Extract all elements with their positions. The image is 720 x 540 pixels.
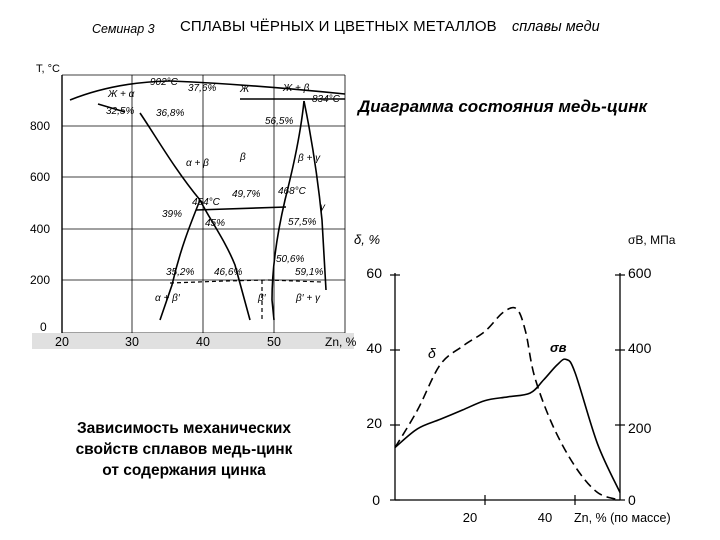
mech-right-tick: 0 xyxy=(628,492,636,508)
mech-right-axis-label: σB, МПа xyxy=(628,233,676,247)
label-alpha-beta: α + β xyxy=(186,158,209,169)
label-gamma: γ xyxy=(320,202,325,213)
sigma-series-line xyxy=(395,359,620,492)
label-betap-gamma: β′ + γ xyxy=(296,293,320,304)
label-376: 37,6% xyxy=(188,83,217,94)
label-454: 454°C xyxy=(192,197,220,208)
mech-x-tick: 40 xyxy=(537,510,553,525)
mech-x-tick: 20 xyxy=(462,510,478,525)
mechanical-caption-line: Зависимость механических xyxy=(76,420,292,437)
mech-left-tick: 0 xyxy=(372,492,380,508)
phase-y-tick: 200 xyxy=(30,273,51,287)
phase-x-tick: 50 xyxy=(267,335,281,349)
label-39: 39% xyxy=(162,209,183,220)
mechanical-caption-line: от содержания цинка xyxy=(102,462,266,479)
label-beta-gamma: β + γ xyxy=(298,153,321,164)
label-466: 46,6% xyxy=(214,267,243,278)
phase-y-tick: 0 xyxy=(40,320,47,334)
mech-left-tick: 20 xyxy=(366,415,382,431)
delta-series-line xyxy=(395,307,620,500)
phase-y-tick: 800 xyxy=(30,119,51,133)
label-zh-beta: Ж + β xyxy=(283,83,310,94)
label-45: 45% xyxy=(205,218,226,229)
phase-y-tick: 400 xyxy=(30,222,51,236)
mech-x-axis-label: Zn, % (по массе) xyxy=(574,511,671,525)
label-betap: β′ xyxy=(258,293,266,304)
mech-left-ticks xyxy=(366,265,382,508)
label-902: 902°C xyxy=(150,77,178,88)
delta-series-label: δ xyxy=(428,345,436,361)
seminar-label: Семинар 3 xyxy=(92,22,155,36)
label-506: 50,6% xyxy=(276,254,305,265)
label-591: 59,1% xyxy=(295,267,324,278)
phase-y-axis-label: T, °C xyxy=(36,63,60,75)
label-368: 36,8% xyxy=(156,108,185,119)
phase-diagram-caption: Диаграмма состояния медь-цинк xyxy=(358,97,648,116)
label-565: 56,5% xyxy=(265,116,294,127)
label-alpha-betap: α + β′ xyxy=(155,293,180,304)
slide-title: СПЛАВЫ ЧЁРНЫХ И ЦВЕТНЫХ МЕТАЛЛОВ xyxy=(180,18,497,35)
phase-x-tick: 20 xyxy=(55,335,69,349)
label-zh: Ж xyxy=(240,84,250,95)
sigma-series-label: σв xyxy=(550,340,567,355)
mech-right-ticks xyxy=(628,265,652,508)
label-beta: β xyxy=(240,152,246,163)
label-834: 834°C xyxy=(312,94,340,105)
phase-x-axis-label: Zn, % xyxy=(325,335,357,349)
label-468: 468°C xyxy=(278,186,306,197)
label-352: 35,2% xyxy=(166,267,195,278)
label-zh-alpha: Ж + α xyxy=(108,89,135,100)
label-497: 49,7% xyxy=(232,189,261,200)
phase-x-tick: 40 xyxy=(196,335,210,349)
mech-right-tick: 200 xyxy=(628,420,652,436)
mechanical-caption-line: свойств сплавов медь-цинк xyxy=(75,441,293,458)
mech-right-tick: 600 xyxy=(628,265,652,281)
label-325: 32,5% xyxy=(106,106,135,117)
phase-x-tick: 30 xyxy=(125,335,139,349)
mech-right-tick: 400 xyxy=(628,340,652,356)
mech-left-axis-label: δ, % xyxy=(354,232,381,247)
slide-subtitle: сплавы меди xyxy=(512,19,600,35)
mech-left-tick: 40 xyxy=(366,340,382,356)
mech-x-ticks xyxy=(463,510,552,525)
label-575: 57,5% xyxy=(288,217,317,228)
phase-y-tick: 600 xyxy=(30,170,51,184)
mech-left-tick: 60 xyxy=(366,265,382,281)
